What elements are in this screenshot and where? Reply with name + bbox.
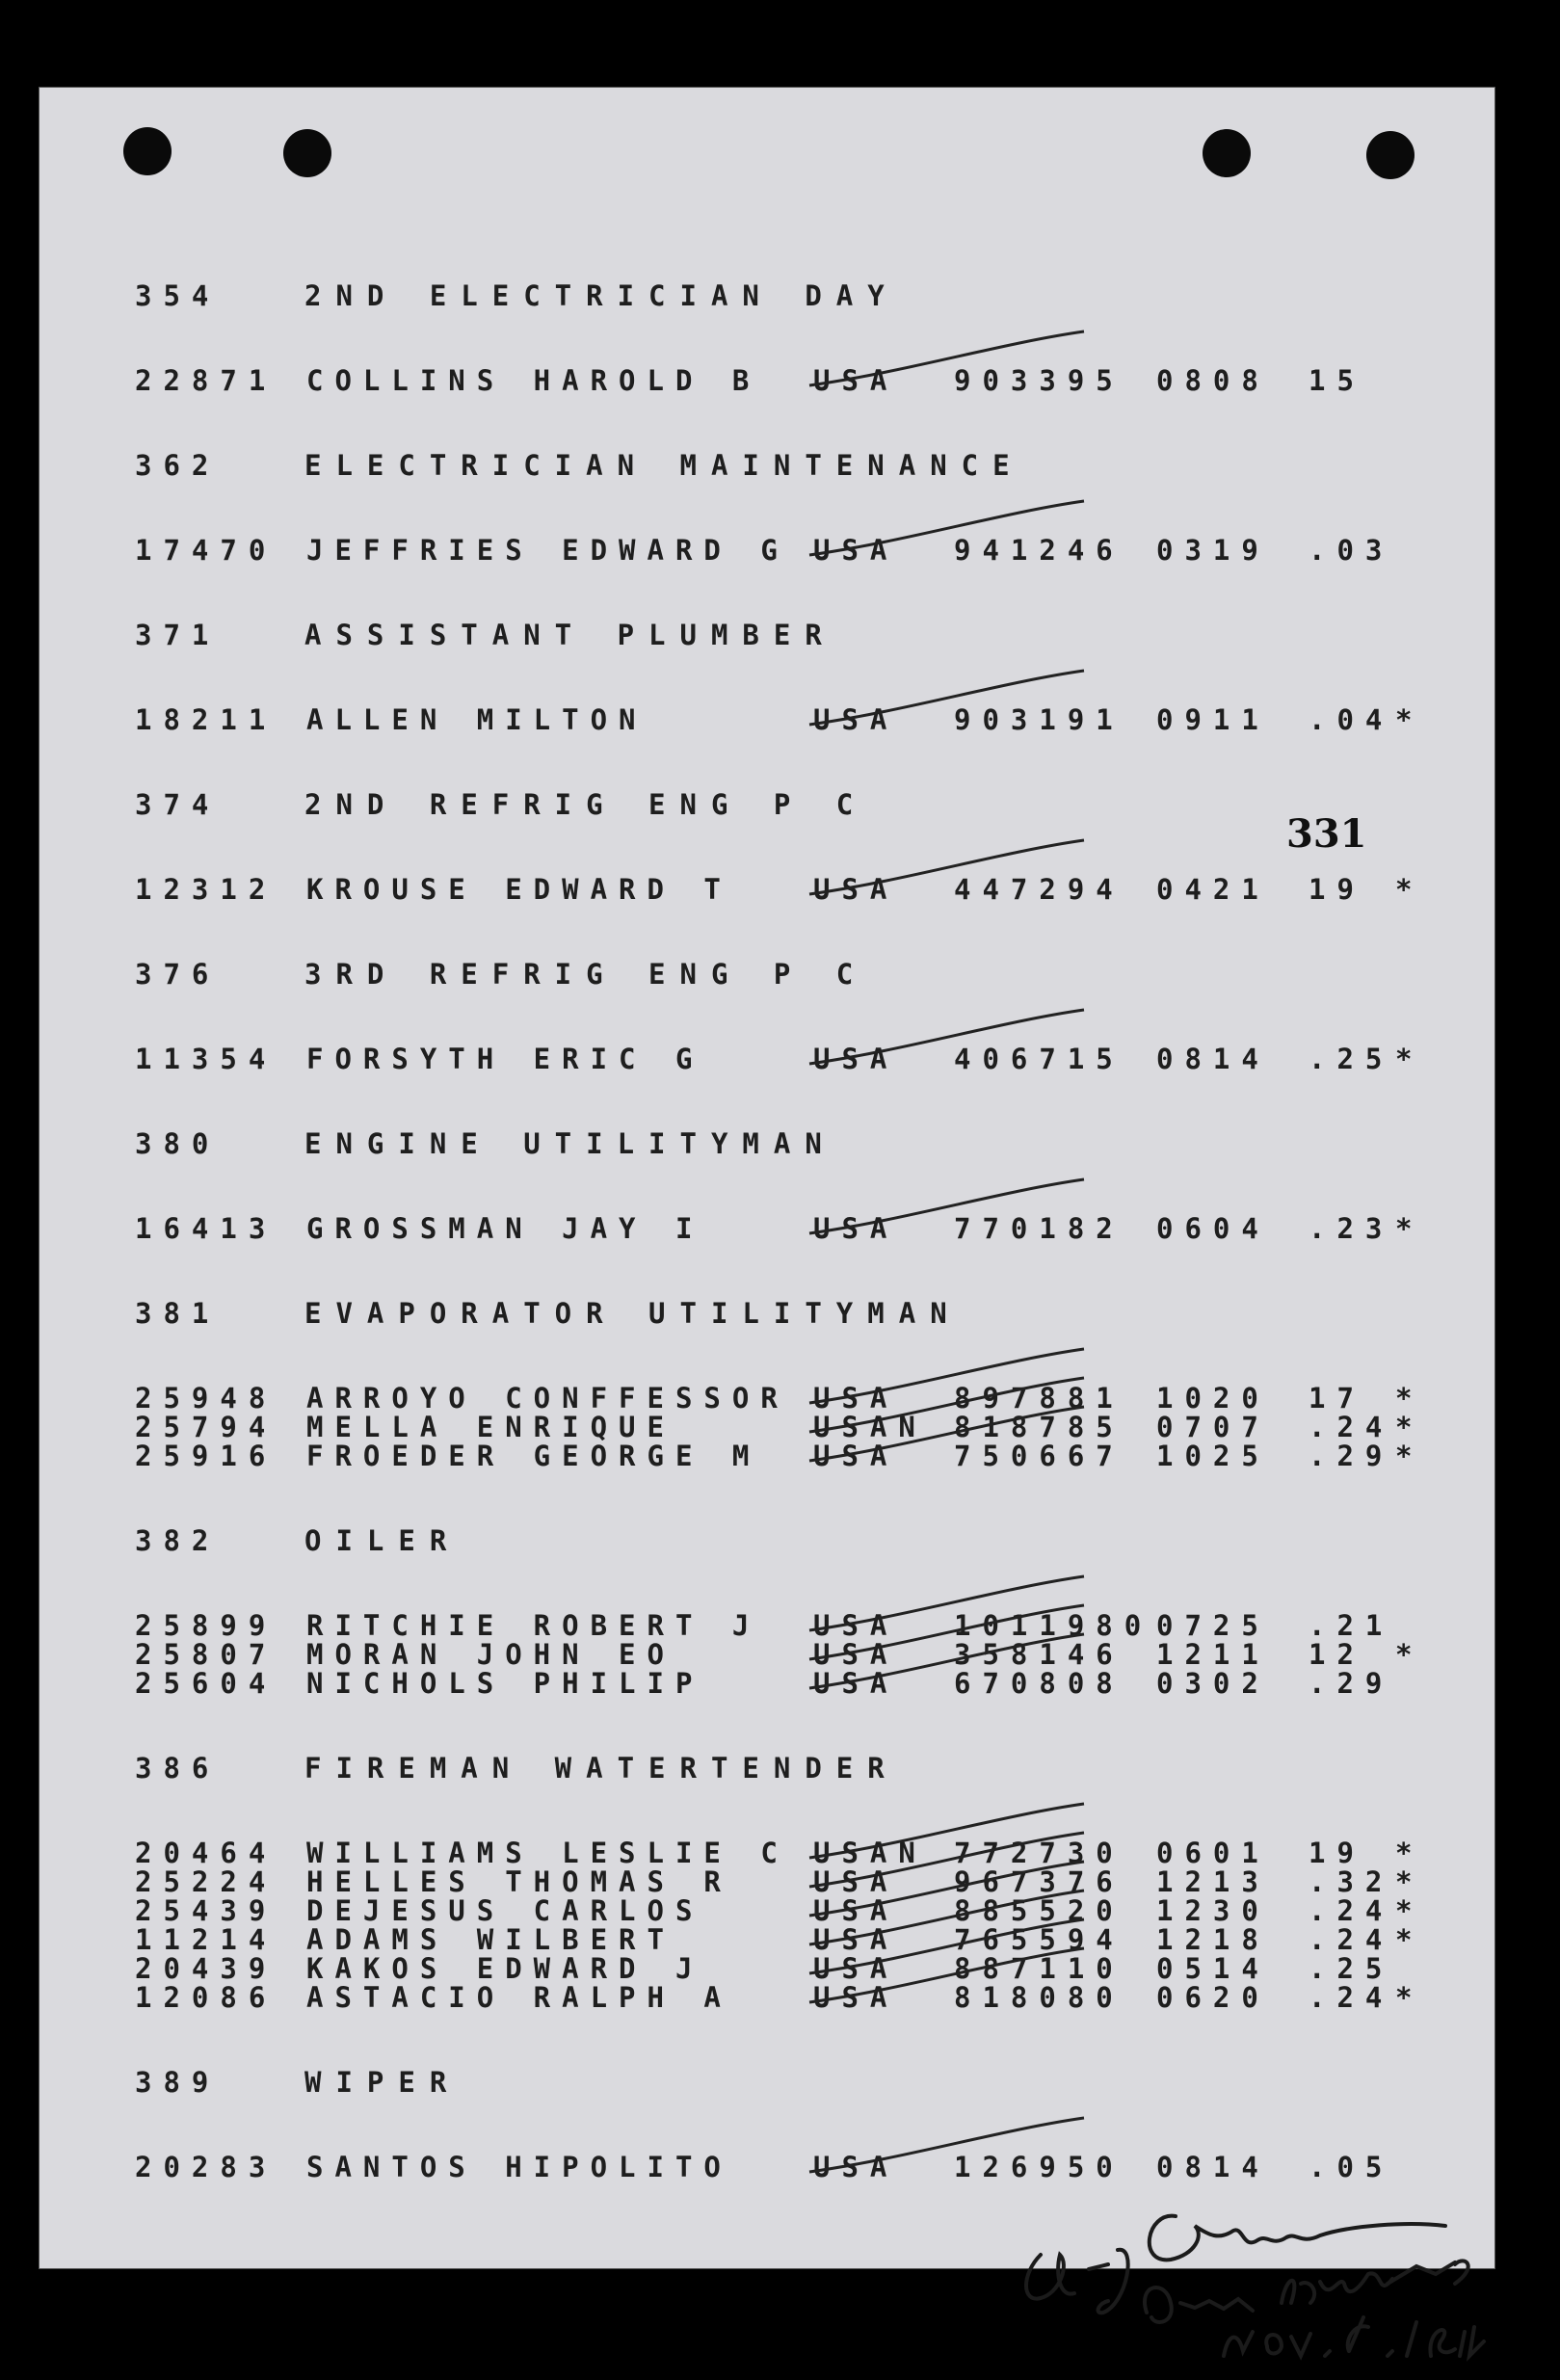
rate-code: .24 <box>1309 1411 1394 1443</box>
flag-mark: * <box>1395 1411 1413 1443</box>
nationality: USA <box>813 1952 899 1985</box>
document-number: 897881 <box>954 1382 1124 1415</box>
section-title: ASSISTANT PLUMBER <box>304 619 836 651</box>
nationality: USA <box>813 1382 899 1415</box>
flag-mark: * <box>1395 1043 1413 1075</box>
crew-id: 17470 <box>135 534 278 567</box>
section-title: WIPER <box>304 2066 462 2099</box>
crew-id: 25899 <box>135 1609 278 1642</box>
flag-mark: * <box>1395 873 1413 906</box>
nationality: USA <box>813 1440 899 1472</box>
rate-code: 17 <box>1309 1382 1365 1415</box>
crew-name: HELLES THOMAS R <box>306 1865 732 1898</box>
crew-id: 20464 <box>135 1837 278 1869</box>
section-title: EVAPORATOR UTILITYMAN <box>304 1297 962 1330</box>
document-number: 967376 <box>954 1865 1124 1898</box>
document-number: 770182 <box>954 1212 1124 1245</box>
date-code: 0911 <box>1156 703 1270 736</box>
rate-code: .29 <box>1309 1667 1394 1700</box>
flag-mark: * <box>1395 1981 1413 2014</box>
strike-mark <box>809 1010 1084 1064</box>
crew-id: 25948 <box>135 1382 278 1415</box>
section-title: OILER <box>304 1524 462 1557</box>
date-code: 0604 <box>1156 1212 1270 1245</box>
crew-id: 11214 <box>135 1923 278 1956</box>
crew-id: 20283 <box>135 2151 278 2183</box>
nationality: USA <box>813 1043 899 1075</box>
crew-name: JEFFRIES EDWARD G <box>306 534 789 567</box>
nationality: USA <box>813 364 899 397</box>
rate-code: .29 <box>1309 1440 1394 1472</box>
nationality: USA <box>813 873 899 906</box>
crew-name: KAKOS EDWARD J <box>306 1952 704 1985</box>
document-number: 750667 <box>954 1440 1124 1472</box>
nationality: USAN <box>813 1411 927 1443</box>
crew-id: 25439 <box>135 1894 278 1927</box>
strike-mark <box>809 1576 1084 1630</box>
section-title: 3RD REFRIG ENG P C <box>304 958 868 991</box>
date-code: 0302 <box>1156 1667 1270 1700</box>
flag-mark: * <box>1395 1638 1413 1671</box>
section-code: 386 <box>135 1752 221 1785</box>
crew-id: 22871 <box>135 364 278 397</box>
document-number: 887110 <box>954 1952 1124 1985</box>
date-code: 1211 <box>1156 1638 1270 1671</box>
crew-name: FORSYTH ERIC G <box>306 1043 704 1075</box>
document-number: 885520 <box>954 1894 1124 1927</box>
date-code: 0319 <box>1156 534 1270 567</box>
date-code: 0707 <box>1156 1411 1270 1443</box>
nationality: USA <box>813 534 899 567</box>
strike-mark <box>809 1349 1084 1403</box>
rate-code: .24 <box>1309 1894 1394 1927</box>
rate-code: 19 <box>1309 873 1365 906</box>
crew-name: ALLEN MILTON <box>306 703 648 736</box>
section-title: 2ND REFRIG ENG P C <box>304 788 868 821</box>
rate-code: .25 <box>1309 1043 1394 1075</box>
rate-code: 19 <box>1309 1837 1365 1869</box>
rate-code: .05 <box>1309 2151 1394 2183</box>
date-code: 1025 <box>1156 1440 1270 1472</box>
flag-mark: * <box>1395 1837 1413 1869</box>
date-code: 0725 <box>1156 1609 1270 1642</box>
section-code: 362 <box>135 449 221 482</box>
section-code: 354 <box>135 279 221 312</box>
crew-id: 25916 <box>135 1440 278 1472</box>
crew-name: WILLIAMS LESLIE C <box>306 1837 789 1869</box>
crew-name: SANTOS HIPOLITO <box>306 2151 732 2183</box>
crew-id: 25604 <box>135 1667 278 1700</box>
nationality: USA <box>813 1609 899 1642</box>
strike-mark <box>809 671 1084 725</box>
crew-name: ADAMS WILBERT <box>306 1923 675 1956</box>
crew-name: MELLA ENRIQUE <box>306 1411 675 1443</box>
crew-name: ASTACIO RALPH A <box>306 1981 732 2014</box>
crew-name: FROEDER GEORGE M <box>306 1440 761 1472</box>
rate-code: .23 <box>1309 1212 1394 1245</box>
crew-name: RITCHIE ROBERT J <box>306 1609 761 1642</box>
crew-id: 12312 <box>135 873 278 906</box>
section-code: 380 <box>135 1127 221 1160</box>
strike-mark <box>809 1919 1084 1973</box>
section-code: 371 <box>135 619 221 651</box>
flag-mark: * <box>1395 1440 1413 1472</box>
crew-id: 20439 <box>135 1952 278 1985</box>
crew-id: 16413 <box>135 1212 278 1245</box>
nationality: USA <box>813 1894 899 1927</box>
nationality: USA <box>813 703 899 736</box>
page-number: 331 <box>1286 811 1367 857</box>
section-code: 381 <box>135 1297 221 1330</box>
document-number: 941246 <box>954 534 1124 567</box>
flag-mark: * <box>1395 1212 1413 1245</box>
crew-name: MORAN JOHN EO <box>306 1638 675 1671</box>
crew-id: 25807 <box>135 1638 278 1671</box>
document-number: 903191 <box>954 703 1124 736</box>
strike-mark <box>809 1407 1084 1461</box>
document-page <box>39 87 1495 2269</box>
strike-mark <box>809 1948 1084 2002</box>
strike-mark <box>809 331 1084 385</box>
date-code: 1020 <box>1156 1382 1270 1415</box>
rate-code: .03 <box>1309 534 1394 567</box>
crew-id: 12086 <box>135 1981 278 2014</box>
date-code: 1218 <box>1156 1923 1270 1956</box>
section-code: 374 <box>135 788 221 821</box>
flag-mark: * <box>1395 1382 1413 1415</box>
nationality: USA <box>813 1638 899 1671</box>
document-number: 903395 <box>954 364 1124 397</box>
strike-mark <box>809 1605 1084 1659</box>
section-title: ENGINE UTILITYMAN <box>304 1127 836 1160</box>
date-code: 0814 <box>1156 1043 1270 1075</box>
rate-code: .24 <box>1309 1981 1394 2014</box>
document-number: 765594 <box>954 1923 1124 1956</box>
document-number: 818080 <box>954 1981 1124 2014</box>
crew-name: ARROYO CONFFESSOR <box>306 1382 789 1415</box>
nationality: USA <box>813 1923 899 1956</box>
rate-code: .21 <box>1309 1609 1394 1642</box>
crew-id: 25224 <box>135 1865 278 1898</box>
section-title: ELECTRICIAN MAINTENANCE <box>304 449 1024 482</box>
document-number: 406715 <box>954 1043 1124 1075</box>
flag-mark: * <box>1395 703 1413 736</box>
section-title: FIREMAN WATERTENDER <box>304 1752 899 1785</box>
rate-code: 12 <box>1309 1638 1365 1671</box>
date-code: 1213 <box>1156 1865 1270 1898</box>
document-number: 818785 <box>954 1411 1124 1443</box>
handwritten-signature <box>1002 2158 1542 2380</box>
strike-mark <box>809 1862 1084 1916</box>
strike-mark <box>809 1634 1084 1688</box>
nationality: USAN <box>813 1837 927 1869</box>
rate-code: .24 <box>1309 1923 1394 1956</box>
nationality: USA <box>813 1667 899 1700</box>
flag-mark: * <box>1395 1923 1413 1956</box>
document-number: 1011980 <box>954 1609 1153 1642</box>
section-title: 2ND ELECTRICIAN DAY <box>304 279 899 312</box>
section-code: 376 <box>135 958 221 991</box>
date-code: 0421 <box>1156 873 1270 906</box>
date-code: 1230 <box>1156 1894 1270 1927</box>
crew-name: GROSSMAN JAY I <box>306 1212 704 1245</box>
nationality: USA <box>813 1212 899 1245</box>
nationality-strike-marks <box>39 87 1495 2269</box>
nationality: USA <box>813 1981 899 2014</box>
strike-mark <box>809 1833 1084 1887</box>
section-code: 382 <box>135 1524 221 1557</box>
crew-name: KROUSE EDWARD T <box>306 873 732 906</box>
document-number: 772730 <box>954 1837 1124 1869</box>
date-code: 0814 <box>1156 2151 1270 2183</box>
strike-mark <box>809 1378 1084 1432</box>
crew-name: DEJESUS CARLOS <box>306 1894 704 1927</box>
crew-id: 11354 <box>135 1043 278 1075</box>
crew-id: 25794 <box>135 1411 278 1443</box>
date-code: 0620 <box>1156 1981 1270 2014</box>
nationality: USA <box>813 2151 899 2183</box>
rate-code: .25 <box>1309 1952 1394 1985</box>
flag-mark: * <box>1395 1865 1413 1898</box>
strike-mark <box>809 501 1084 555</box>
strike-mark <box>809 1891 1084 1944</box>
flag-mark: * <box>1395 1894 1413 1927</box>
document-number: 670808 <box>954 1667 1124 1700</box>
crew-name: COLLINS HAROLD B <box>306 364 761 397</box>
document-number: 358146 <box>954 1638 1124 1671</box>
date-code: 0601 <box>1156 1837 1270 1869</box>
date-code: 0808 <box>1156 364 1270 397</box>
document-number: 126950 <box>954 2151 1124 2183</box>
rate-code: .04 <box>1309 703 1394 736</box>
strike-mark <box>809 1804 1084 1858</box>
crew-name: NICHOLS PHILIP <box>306 1667 704 1700</box>
rate-code: 15 <box>1309 364 1365 397</box>
date-code: 0514 <box>1156 1952 1270 1985</box>
strike-mark <box>809 840 1084 894</box>
document-number: 447294 <box>954 873 1124 906</box>
rate-code: .32 <box>1309 1865 1394 1898</box>
crew-id: 18211 <box>135 703 278 736</box>
section-code: 389 <box>135 2066 221 2099</box>
strike-mark <box>809 1179 1084 1233</box>
nationality: USA <box>813 1865 899 1898</box>
